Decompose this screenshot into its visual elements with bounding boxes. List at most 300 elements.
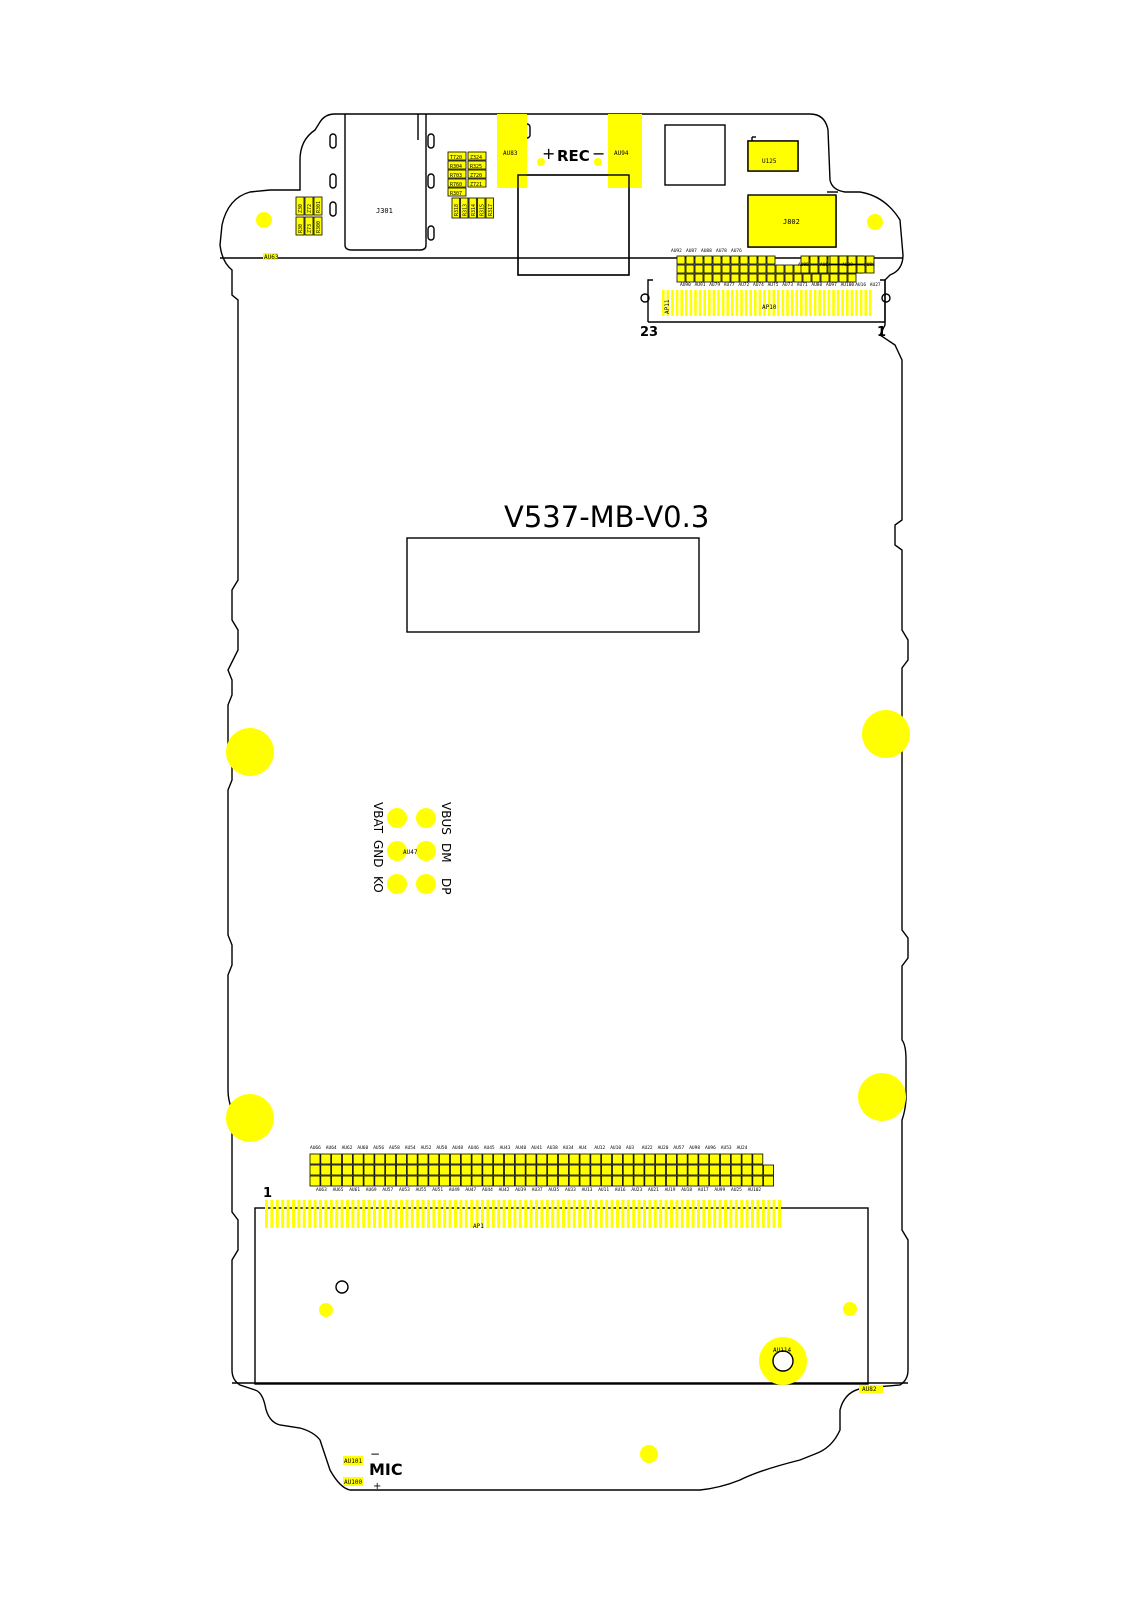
test-pad bbox=[591, 1176, 601, 1186]
test-pad bbox=[580, 1165, 590, 1175]
passive-label: R30 bbox=[298, 223, 304, 233]
ap10-pin bbox=[791, 290, 794, 316]
test-pad-label: AU76 bbox=[731, 249, 742, 254]
ap1-pin bbox=[303, 1200, 306, 1228]
dp-label: DP bbox=[439, 878, 453, 895]
ap1-pin bbox=[557, 1200, 560, 1228]
test-pad-label: AU77 bbox=[723, 283, 735, 288]
test-pad bbox=[767, 274, 775, 282]
au63-label: AU63 bbox=[264, 254, 279, 261]
ap1-pin bbox=[751, 1200, 754, 1228]
test-pad bbox=[785, 265, 793, 273]
ap10-pin-first: 23 bbox=[640, 325, 659, 340]
test-pad bbox=[722, 265, 730, 273]
ap1-pin bbox=[735, 1200, 738, 1228]
ap1-pin bbox=[368, 1200, 371, 1228]
test-pad bbox=[472, 1154, 482, 1164]
vbat-label: VBAT bbox=[371, 802, 385, 834]
test-pad-label: AU57 bbox=[382, 1188, 394, 1193]
test-pad bbox=[686, 274, 694, 282]
test-pad bbox=[429, 1154, 439, 1164]
ap10-pin bbox=[805, 290, 808, 316]
test-pad bbox=[749, 256, 757, 264]
test-pad bbox=[764, 1176, 774, 1186]
ap1-pin bbox=[659, 1200, 662, 1228]
ap1-pin bbox=[362, 1200, 365, 1228]
ap1-pin bbox=[535, 1200, 538, 1228]
ap1-pin bbox=[276, 1200, 279, 1228]
test-pad-label: AU80 bbox=[811, 283, 823, 288]
passive-label: R313 bbox=[462, 203, 469, 216]
ap10-pin bbox=[745, 290, 748, 316]
test-pad-label: AU87 bbox=[686, 249, 697, 254]
ap1-pin bbox=[708, 1200, 711, 1228]
test-pad-label: AU84 bbox=[820, 263, 831, 268]
test-pad bbox=[494, 1154, 504, 1164]
ap1-pin bbox=[454, 1200, 457, 1228]
ap1-pin bbox=[389, 1200, 392, 1228]
test-pad bbox=[483, 1154, 493, 1164]
ap1-pin bbox=[773, 1200, 776, 1228]
ap10-pin bbox=[841, 290, 844, 316]
ap1-pin bbox=[503, 1200, 506, 1228]
test-pad-label: AU62 bbox=[341, 1146, 353, 1151]
test-pad bbox=[353, 1165, 363, 1175]
au100-label: AU100 bbox=[344, 1479, 363, 1486]
test-pad bbox=[515, 1176, 525, 1186]
ap1-pin bbox=[324, 1200, 327, 1228]
ap10-pin bbox=[703, 290, 706, 316]
test-pad-label: AU69 bbox=[365, 1188, 377, 1193]
test-pad bbox=[602, 1165, 612, 1175]
ap10-pin bbox=[749, 290, 752, 316]
test-pad bbox=[450, 1154, 460, 1164]
test-pad-label: AU12 bbox=[594, 1146, 606, 1151]
au83-label: AU83 bbox=[503, 150, 518, 157]
test-pad bbox=[645, 1176, 655, 1186]
test-pad bbox=[418, 1176, 428, 1186]
test-pad-label: AU44 bbox=[482, 1188, 493, 1193]
test-pad bbox=[776, 265, 784, 273]
test-pad-label: AU46 bbox=[468, 1146, 479, 1151]
test-pad bbox=[591, 1154, 601, 1164]
ap1-pin bbox=[540, 1200, 543, 1228]
test-pad bbox=[656, 1176, 666, 1186]
test-pad-label: AU98 bbox=[689, 1146, 701, 1151]
ap10-pin bbox=[800, 290, 803, 316]
ap1-pin bbox=[600, 1200, 603, 1228]
test-pad bbox=[776, 274, 784, 282]
passive-label: R760 bbox=[450, 182, 463, 188]
mic-label: MIC bbox=[369, 1460, 403, 1479]
test-pad bbox=[794, 274, 802, 282]
ap1-pin bbox=[422, 1200, 425, 1228]
ap1-pin bbox=[627, 1200, 630, 1228]
test-pad bbox=[656, 1154, 666, 1164]
test-pad bbox=[645, 1154, 655, 1164]
passive-label: Z72 bbox=[307, 203, 313, 213]
test-pad-label: AU42 bbox=[498, 1188, 510, 1193]
ap1-pin bbox=[292, 1200, 295, 1228]
test-pad-label: AU10 bbox=[610, 1146, 622, 1151]
test-pad bbox=[375, 1165, 385, 1175]
ap10-pin-last: 1 bbox=[877, 325, 887, 340]
ap1-pin bbox=[287, 1200, 290, 1228]
test-pad bbox=[704, 256, 712, 264]
test-pad bbox=[407, 1176, 417, 1186]
ap1-pin bbox=[724, 1200, 727, 1228]
test-pad bbox=[612, 1154, 622, 1164]
test-pad bbox=[612, 1165, 622, 1175]
ap10-pin bbox=[694, 290, 697, 316]
ap1-pin bbox=[449, 1200, 452, 1228]
test-pad bbox=[364, 1165, 374, 1175]
passive-label: R703 bbox=[450, 173, 463, 179]
test-pad bbox=[722, 274, 730, 282]
test-pad-label: AU25 bbox=[731, 1188, 742, 1193]
test-pad bbox=[740, 256, 748, 264]
test-pad bbox=[526, 1165, 536, 1175]
ap10-pin bbox=[814, 290, 817, 316]
test-pad-label: AU53 bbox=[720, 1146, 732, 1151]
ap10-pin bbox=[736, 290, 739, 316]
ap10-pin bbox=[722, 290, 725, 316]
test-pad bbox=[548, 1154, 558, 1164]
ap10-pin bbox=[860, 290, 863, 316]
test-pad-label: AU52 bbox=[420, 1146, 432, 1151]
ap1-pin bbox=[519, 1200, 522, 1228]
test-pad-label: AU23 bbox=[631, 1188, 643, 1193]
test-pad-label: AU16 bbox=[855, 283, 867, 288]
test-pad bbox=[830, 256, 838, 264]
test-pad bbox=[767, 265, 775, 273]
test-pad bbox=[310, 1176, 320, 1186]
ap10-pin bbox=[717, 290, 720, 316]
test-pad bbox=[310, 1154, 320, 1164]
test-pad bbox=[810, 265, 818, 273]
test-pad-label: AU97 bbox=[826, 283, 837, 288]
ap1-pin bbox=[497, 1200, 500, 1228]
test-pad bbox=[821, 274, 829, 282]
ap10-pin bbox=[809, 290, 812, 316]
test-pad bbox=[666, 1176, 676, 1186]
test-pad bbox=[483, 1165, 493, 1175]
test-pad bbox=[699, 1154, 709, 1164]
test-pad bbox=[440, 1176, 450, 1186]
test-pad bbox=[364, 1154, 374, 1164]
ap1-pin bbox=[308, 1200, 311, 1228]
ap1-pin bbox=[719, 1200, 722, 1228]
test-pad bbox=[418, 1165, 428, 1175]
test-pad bbox=[749, 274, 757, 282]
test-pad-label: AU90 bbox=[680, 283, 691, 288]
test-pad bbox=[386, 1165, 396, 1175]
test-pad bbox=[677, 1165, 687, 1175]
ap1-pin bbox=[605, 1200, 608, 1228]
test-pad bbox=[758, 265, 766, 273]
passive-label: R317 bbox=[488, 203, 494, 216]
test-pad bbox=[461, 1165, 471, 1175]
test-pad bbox=[634, 1165, 644, 1175]
test-pad bbox=[321, 1165, 331, 1175]
ap1-pin bbox=[427, 1200, 430, 1228]
ap1-pin bbox=[697, 1200, 700, 1228]
test-pad bbox=[656, 1165, 666, 1175]
test-pad bbox=[623, 1154, 633, 1164]
ap1-pin bbox=[562, 1200, 565, 1228]
passive-label: R304 bbox=[450, 164, 463, 170]
ap10-pin bbox=[795, 290, 798, 316]
ap1-pin bbox=[616, 1200, 619, 1228]
rec-minus: − bbox=[592, 144, 606, 163]
ap1-pin bbox=[594, 1200, 597, 1228]
ap10-pin bbox=[864, 290, 867, 316]
test-pad bbox=[742, 1176, 752, 1186]
test-pad bbox=[699, 1176, 709, 1186]
test-pad-label: AU37 bbox=[531, 1188, 543, 1193]
ap1-pin bbox=[589, 1200, 592, 1228]
test-pad bbox=[710, 1176, 720, 1186]
ap10-pin bbox=[671, 290, 674, 316]
test-pad bbox=[688, 1165, 698, 1175]
passive-label: R300 bbox=[316, 220, 322, 233]
test-pad bbox=[407, 1154, 417, 1164]
ap1-pin bbox=[578, 1200, 581, 1228]
ap1-pin bbox=[756, 1200, 759, 1228]
test-pad bbox=[688, 1176, 698, 1186]
test-pad bbox=[764, 1165, 774, 1175]
ap1-pin bbox=[384, 1200, 387, 1228]
ap1-pin bbox=[346, 1200, 349, 1228]
test-pad-label: AU72 bbox=[738, 283, 750, 288]
test-pad bbox=[396, 1165, 406, 1175]
ap1-pin bbox=[335, 1200, 338, 1228]
ap1-pin-first: 1 bbox=[263, 1186, 273, 1201]
test-pad bbox=[310, 1165, 320, 1175]
ap10-pin bbox=[699, 290, 702, 316]
yellow-pads bbox=[226, 114, 910, 1486]
test-pad bbox=[749, 265, 757, 273]
dm-label: DM bbox=[439, 843, 453, 863]
ap1-pin bbox=[270, 1200, 273, 1228]
test-pad bbox=[321, 1176, 331, 1186]
ap1-pin bbox=[314, 1200, 317, 1228]
ap10-pin bbox=[823, 290, 826, 316]
ap1-pin bbox=[551, 1200, 554, 1228]
ap1-pin bbox=[400, 1200, 403, 1228]
ap10-pin bbox=[740, 290, 743, 316]
ap1-pin bbox=[648, 1200, 651, 1228]
test-pad bbox=[342, 1165, 352, 1175]
passive-label: R318 bbox=[454, 203, 460, 216]
test-pad bbox=[710, 1165, 720, 1175]
ap10-pin bbox=[786, 290, 789, 316]
ap1-pin bbox=[438, 1200, 441, 1228]
ap1-pin bbox=[702, 1200, 705, 1228]
au101-label: AU101 bbox=[344, 1458, 363, 1465]
ap1-pin bbox=[357, 1200, 360, 1228]
ap1-pin bbox=[729, 1200, 732, 1228]
test-pad-label: AU55 bbox=[415, 1188, 427, 1193]
ap10-pin bbox=[777, 290, 780, 316]
test-pad bbox=[580, 1154, 590, 1164]
test-pad-label: AU11 bbox=[598, 1188, 610, 1193]
test-pad-label: AU41 bbox=[531, 1146, 543, 1151]
test-pad bbox=[830, 274, 838, 282]
test-pad-label: AU27 bbox=[869, 283, 881, 288]
pad-groups bbox=[265, 152, 881, 1228]
passive-label: R314 bbox=[471, 203, 477, 216]
ko-label: KO bbox=[371, 876, 385, 893]
test-pad bbox=[396, 1176, 406, 1186]
test-pad bbox=[713, 274, 721, 282]
test-pad bbox=[558, 1154, 568, 1164]
ap1-pin bbox=[665, 1200, 668, 1228]
test-pad-label: AU21 bbox=[648, 1188, 659, 1193]
test-pad bbox=[332, 1154, 342, 1164]
ap10-pin bbox=[676, 290, 679, 316]
test-pad bbox=[375, 1176, 385, 1186]
test-pad bbox=[645, 1165, 655, 1175]
ap1-pin bbox=[740, 1200, 743, 1228]
test-pad-label: AU20 bbox=[657, 1146, 669, 1151]
test-pad bbox=[731, 1165, 741, 1175]
ap10-pin bbox=[832, 290, 835, 316]
test-pad-label: AU38 bbox=[547, 1146, 558, 1151]
test-pad-label: AU63 bbox=[316, 1188, 327, 1193]
ap10-pin bbox=[846, 290, 849, 316]
test-pad-label: AU71 bbox=[796, 283, 808, 288]
ap10-pin bbox=[713, 290, 716, 316]
test-pad bbox=[602, 1154, 612, 1164]
test-pad bbox=[758, 274, 766, 282]
test-pad bbox=[666, 1165, 676, 1175]
test-pad bbox=[526, 1154, 536, 1164]
test-pad bbox=[440, 1165, 450, 1175]
test-pad bbox=[740, 265, 748, 273]
test-pad bbox=[731, 256, 739, 264]
test-pad bbox=[810, 256, 818, 264]
labels bbox=[263, 144, 886, 1492]
ap1-pin bbox=[573, 1200, 576, 1228]
j301-label: J301 bbox=[376, 207, 393, 215]
passive-label: R301 bbox=[316, 200, 322, 213]
ap1-pin bbox=[778, 1200, 781, 1228]
test-pad bbox=[580, 1176, 590, 1186]
test-pad bbox=[677, 256, 685, 264]
ap10-pin bbox=[851, 290, 854, 316]
test-pad bbox=[731, 1176, 741, 1186]
test-pad bbox=[375, 1154, 385, 1164]
test-pad bbox=[494, 1165, 504, 1175]
test-pad-label: AU64 bbox=[325, 1146, 337, 1151]
test-pad-label: AU34 bbox=[562, 1146, 574, 1151]
test-pad bbox=[686, 265, 694, 273]
test-pad bbox=[450, 1176, 460, 1186]
test-pad bbox=[537, 1176, 547, 1186]
ap10-pin bbox=[685, 290, 688, 316]
u125-label: U125 bbox=[762, 158, 777, 165]
test-pad bbox=[386, 1176, 396, 1186]
test-pad bbox=[686, 256, 694, 264]
ap10-pin bbox=[731, 290, 734, 316]
ap10-pin bbox=[828, 290, 831, 316]
test-pad bbox=[742, 1165, 752, 1175]
test-pad bbox=[602, 1176, 612, 1186]
ap1-pin bbox=[546, 1200, 549, 1228]
test-pad-label: AU53 bbox=[399, 1188, 410, 1193]
mic-minus: − bbox=[370, 1447, 381, 1461]
test-pad-label: AU61 bbox=[349, 1188, 361, 1193]
test-pad bbox=[720, 1176, 730, 1186]
ap1-pin bbox=[319, 1200, 322, 1228]
test-pad-label: AU3 bbox=[626, 1146, 635, 1151]
test-pad bbox=[537, 1154, 547, 1164]
ap1-pin bbox=[767, 1200, 770, 1228]
ap1-pin bbox=[459, 1200, 462, 1228]
ap1-pin bbox=[351, 1200, 354, 1228]
passive-label: Z324 bbox=[470, 155, 483, 161]
test-pad bbox=[677, 1176, 687, 1186]
test-pad bbox=[472, 1165, 482, 1175]
ap1-pin bbox=[611, 1200, 614, 1228]
test-pad bbox=[623, 1165, 633, 1175]
ap1-pin bbox=[524, 1200, 527, 1228]
test-pad bbox=[440, 1154, 450, 1164]
test-pad-label: AU74 bbox=[753, 283, 764, 288]
test-pad bbox=[695, 256, 703, 264]
ap10-pin bbox=[759, 290, 762, 316]
test-pad bbox=[494, 1176, 504, 1186]
ap1-pin bbox=[411, 1200, 414, 1228]
test-pad-label: AU19 bbox=[664, 1188, 676, 1193]
ap1-pin bbox=[297, 1200, 300, 1228]
ap10-label: AP10 bbox=[762, 304, 777, 311]
test-pad bbox=[569, 1176, 579, 1186]
passive-label: R307 bbox=[450, 191, 463, 197]
test-pad bbox=[364, 1176, 374, 1186]
ap10-pin bbox=[754, 290, 757, 316]
au47-label: AU47 bbox=[403, 849, 418, 856]
ap10-pin bbox=[768, 290, 771, 316]
test-pad bbox=[731, 265, 739, 273]
ap10-pin bbox=[855, 290, 858, 316]
test-pad bbox=[803, 274, 811, 282]
ap1-pin bbox=[567, 1200, 570, 1228]
ap1-pin bbox=[675, 1200, 678, 1228]
ap10-pin bbox=[708, 290, 711, 316]
ap1-pin bbox=[405, 1200, 408, 1228]
test-pad-label: AU40 bbox=[515, 1146, 527, 1151]
ap1-pin bbox=[416, 1200, 419, 1228]
test-pad bbox=[677, 1154, 687, 1164]
gnd-label: GND bbox=[371, 840, 385, 868]
test-pad-label: AU85 bbox=[798, 263, 809, 268]
test-pad-label: AU79 bbox=[709, 283, 721, 288]
ap1-pin bbox=[692, 1200, 695, 1228]
test-pad bbox=[321, 1154, 331, 1164]
test-pad bbox=[342, 1176, 352, 1186]
ap1-pin bbox=[432, 1200, 435, 1228]
test-pad bbox=[830, 265, 838, 273]
rec-plus: + bbox=[542, 144, 556, 163]
test-pad bbox=[515, 1165, 525, 1175]
test-pad bbox=[526, 1176, 536, 1186]
test-pad bbox=[677, 274, 685, 282]
test-pad bbox=[720, 1165, 730, 1175]
test-pad bbox=[548, 1176, 558, 1186]
au114-label: AU114 bbox=[773, 1347, 792, 1354]
